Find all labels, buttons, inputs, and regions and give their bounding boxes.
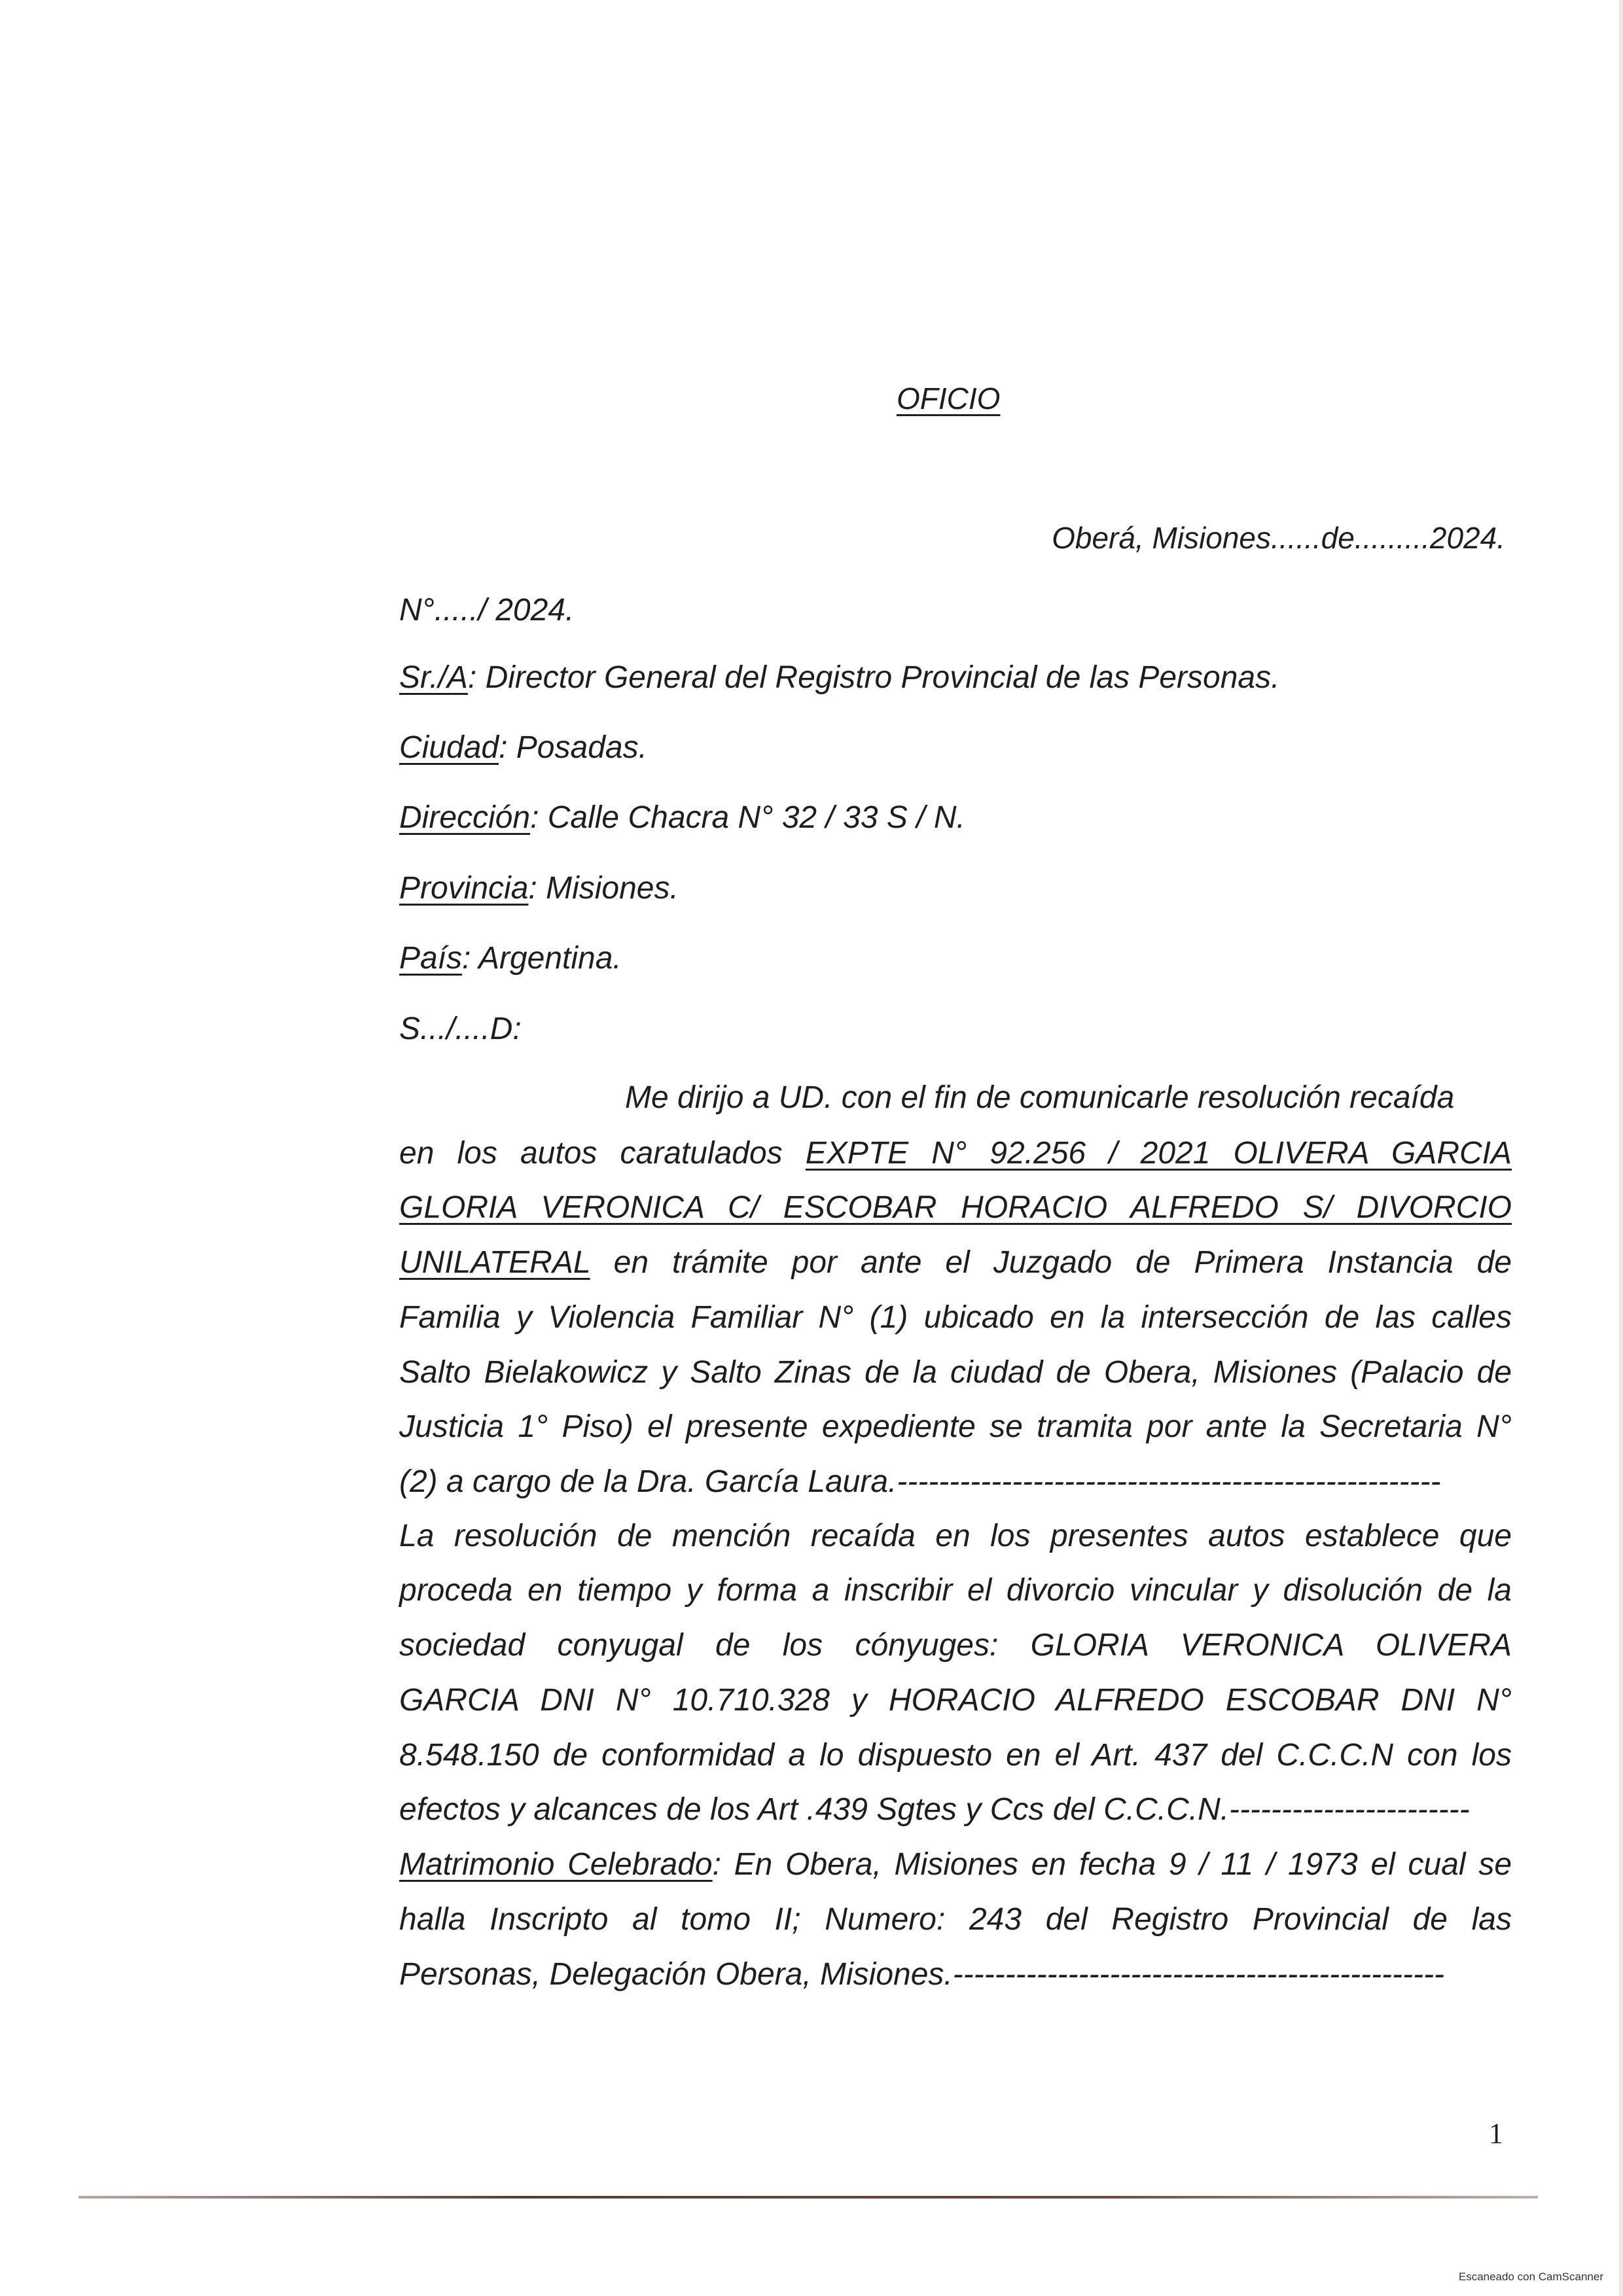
body-line: 8.548.150 de conformidad a lo dispuesto en el Art. 437 del C.C.C.N con los [399, 1738, 1512, 1773]
body-line: Personas, Delegación Obera, Misiones.----------------------------------------------- [399, 1957, 1445, 1992]
body-line: efectos y alcances de los Art .439 Sgtes y Ccs del C.C.C.N.----------------------- [399, 1792, 1470, 1827]
body-text: en los autos caratulados [399, 1136, 806, 1171]
body-line: proceda en tiempo y forma a inscribir el divorcio vincular y disolución de la [399, 1573, 1512, 1608]
case-reference: UNILATERAL [399, 1245, 590, 1280]
case-reference: GLORIA VERONICA C/ ESCOBAR HORACIO ALFREDO S/ DIVORCIO [399, 1190, 1512, 1225]
body-line: Salto Bielakowicz y Salto Zinas de la ciudad de Obera, Misiones (Palacio de [399, 1355, 1512, 1390]
page-edge-shadow [1619, 0, 1623, 2296]
body-line [399, 1245, 1512, 1280]
body-line [399, 1846, 1512, 1882]
recipient-text: : Director General del Registro Provincial de las Personas. [467, 660, 1280, 695]
body-line: Me dirijo a UD. con el fin de comunicarle resolución recaída [625, 1080, 1455, 1115]
document-title: OFICIO [897, 381, 1001, 415]
body-line: Justicia 1° Piso) el presente expediente se tramita por ante la Secretaria N° [399, 1409, 1512, 1444]
body-line: halla Inscripto al tomo II; Numero: 243 del Registro Provincial de las [399, 1902, 1512, 1937]
body-line: La resolución de mención recaída en los presentes autos establece que [399, 1519, 1512, 1553]
address-label: Dirección [399, 800, 531, 835]
province-line [399, 870, 679, 906]
document-number: N°...../ 2024. [399, 593, 575, 627]
country-text: : Argentina. [462, 941, 622, 976]
body-line: (2) a cargo de la Dra. García Laura.---------------------------------------------------- [399, 1464, 1441, 1499]
body-line: sociedad conyugal de los cónyuges: GLORIA VERONICA OLIVERA [399, 1628, 1512, 1663]
body-line: GARCIA DNI N° 10.710.328 y HORACIO ALFREDO ESCOBAR DNI N° [399, 1683, 1512, 1718]
body-text: en trámite por ante el Juzgado de Primera Instancia de [590, 1245, 1512, 1280]
body-text: : En Obera, Misiones en fecha 9 / 11 / 1973 el cual se [712, 1847, 1512, 1882]
page-bottom-rule [79, 2196, 1538, 2199]
city-label: Ciudad [399, 730, 499, 765]
address-line [399, 800, 965, 836]
city-text: : Posadas. [499, 730, 647, 765]
city-line [399, 730, 647, 766]
recipient-line [399, 660, 1279, 696]
scanner-watermark: Escaneado con CamScanner [1458, 2270, 1603, 2283]
country-label: País [399, 941, 463, 976]
address-text: : Calle Chacra N° 32 / 33 S / N. [530, 800, 965, 835]
page-number: 1 [1489, 2117, 1503, 2149]
province-label: Provincia [399, 871, 529, 906]
recipient-label: Sr./A [399, 660, 468, 695]
body-line [399, 1135, 1512, 1171]
date-line: Oberá, Misiones......de.........2024. [1052, 521, 1505, 555]
salutation: S.../....D: [399, 1012, 522, 1046]
country-line [399, 940, 622, 976]
marriage-label: Matrimonio Celebrado [399, 1847, 713, 1882]
case-reference: EXPTE N° 92.256 / 2021 OLIVERA GARCIA [805, 1136, 1512, 1171]
province-text: : Misiones. [528, 871, 679, 906]
body-line: Familia y Violencia Familiar N° (1) ubicado en la intersección de las calles [399, 1300, 1512, 1335]
